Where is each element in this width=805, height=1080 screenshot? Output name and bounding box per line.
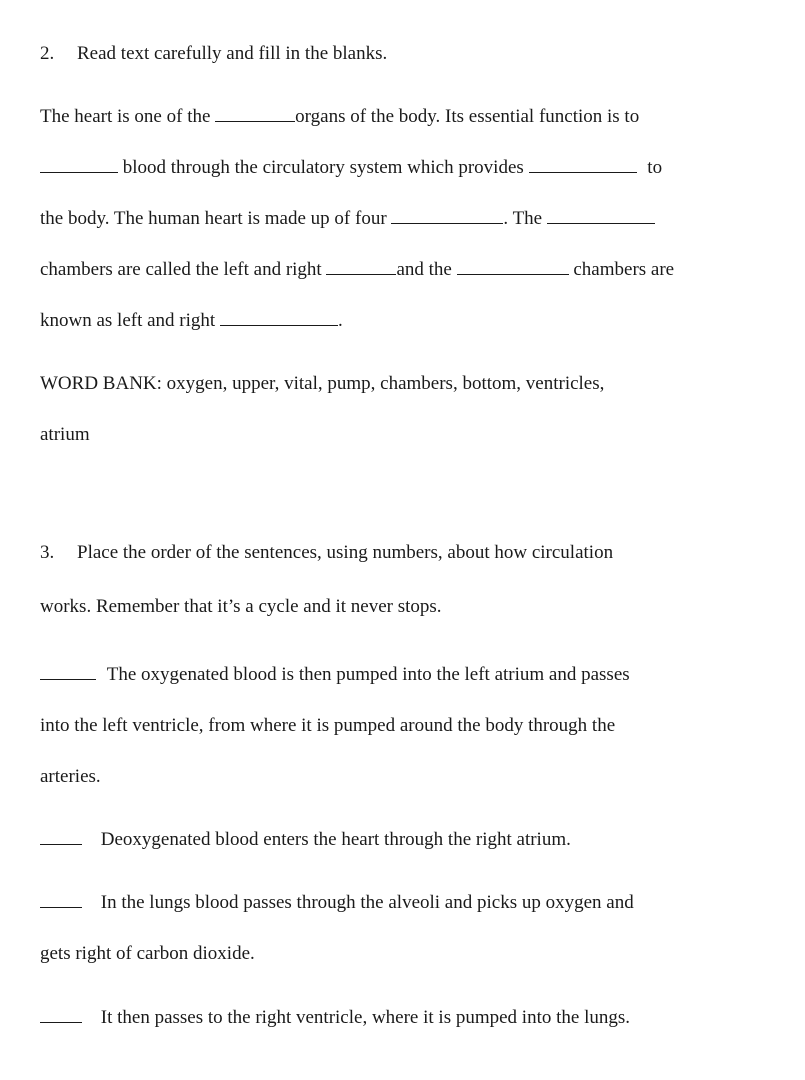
q2-text: chambers are called the left and right: [40, 259, 322, 280]
order-blank-4[interactable]: [40, 1008, 82, 1023]
sentence-text: In the lungs blood passes through the alveoli and picks up oxygen and: [100, 892, 634, 913]
q2-text: the body. The human heart is made up of four: [40, 208, 387, 229]
sentence-1-cont: arteries.: [40, 766, 101, 787]
sentence-text: The oxygenated blood is then pumped into the left atrium and passes: [106, 664, 630, 685]
q3-heading: [40, 541, 613, 565]
q2-text: to: [647, 157, 663, 178]
q2-line-4: [40, 258, 674, 282]
q2-text: and the: [396, 259, 452, 280]
q2-instruction: Read text carefully and fill in the blanks.: [77, 43, 388, 64]
q2-text: chambers are: [573, 259, 675, 280]
blank-2[interactable]: [40, 158, 118, 173]
sentence-1-cont: into the left ventricle, from where it is pumped around the body through the: [40, 715, 616, 736]
q2-number: 2.: [40, 43, 55, 64]
word-bank-cont: atrium: [40, 424, 90, 445]
blank-4[interactable]: [391, 209, 503, 224]
q2-line-1: [40, 105, 639, 129]
q2-text: . The: [503, 208, 543, 229]
sentence-text: It then passes to the right ventricle, where it is pumped into the lungs.: [100, 1007, 631, 1028]
q2-line-2: [40, 156, 662, 180]
order-blank-1[interactable]: [40, 665, 96, 680]
q2-line-5: [40, 309, 343, 333]
blank-5[interactable]: [547, 209, 655, 224]
q2-text: organs of the body. Its essential function is to: [295, 106, 640, 127]
q3-instruction: Place the order of the sentences, using numbers, about how circulation: [77, 542, 614, 563]
q3-instruction-cont: works. Remember that it’s a cycle and it never stops.: [40, 596, 442, 617]
sentence-text: Deoxygenated blood enters the heart through the right atrium.: [100, 829, 571, 850]
sentence-1: [40, 663, 630, 687]
sentence-2: [40, 828, 571, 852]
q3-number: 3.: [40, 542, 55, 563]
q2-text: blood through the circulatory system which provides: [122, 157, 524, 178]
sentence-3: [40, 891, 634, 915]
q2-text: .: [337, 310, 343, 331]
word-bank: WORD BANK: oxygen, upper, vital, pump, chambers, bottom, ventricles,: [40, 373, 605, 394]
blank-3[interactable]: [529, 158, 637, 173]
blank-7[interactable]: [457, 260, 569, 275]
sentence-4: [40, 1006, 630, 1030]
q2-text: known as left and right: [40, 310, 216, 331]
q2-heading: [40, 42, 387, 66]
blank-1[interactable]: [215, 107, 295, 122]
blank-8[interactable]: [220, 311, 338, 326]
blank-6[interactable]: [326, 260, 396, 275]
order-blank-2[interactable]: [40, 830, 82, 845]
sentence-3-cont: gets right of carbon dioxide.: [40, 943, 255, 964]
order-blank-3[interactable]: [40, 893, 82, 908]
q2-text: The heart is one of the: [40, 106, 211, 127]
q2-line-3: [40, 207, 655, 231]
